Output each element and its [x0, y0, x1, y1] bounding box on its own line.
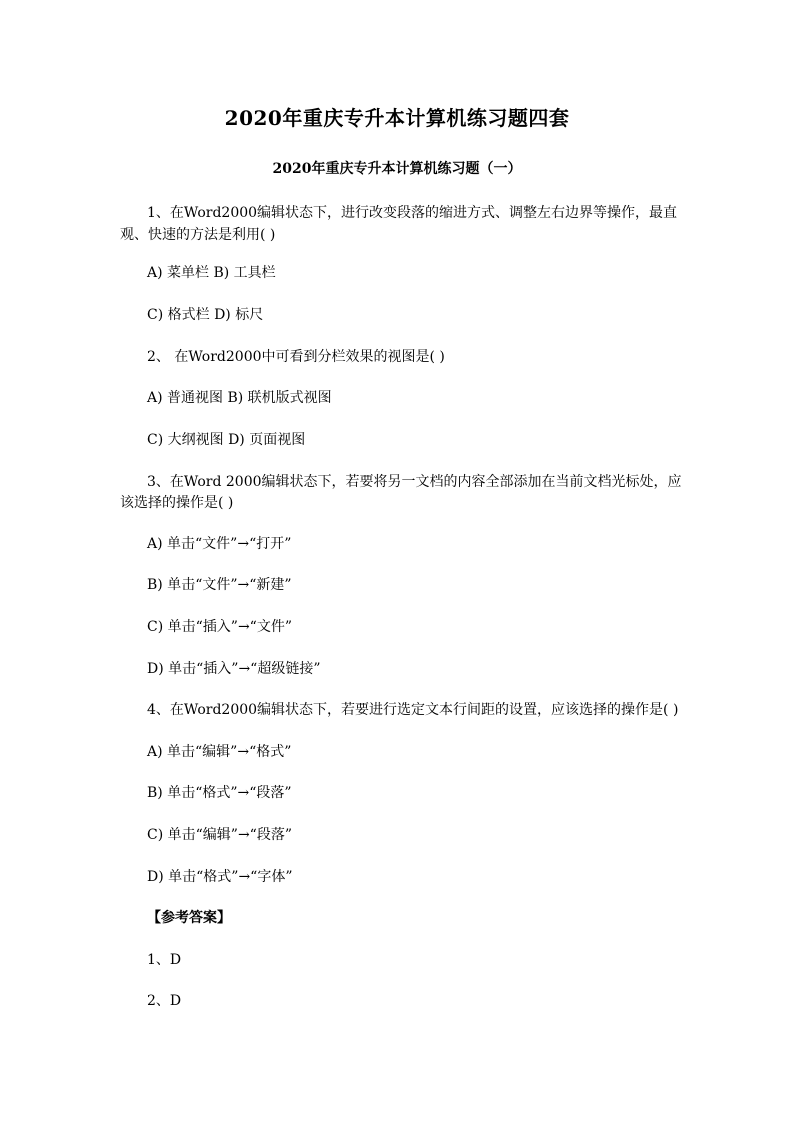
answer-item: 2、D: [147, 993, 182, 1009]
question-4-option-a: A) 单击“编辑”→“格式”: [147, 744, 292, 760]
question-2-text: 2、 在Word2000中可看到分栏效果的视图是( ): [147, 349, 445, 365]
question-3-option-b: B) 单击“文件”→“新建”: [147, 577, 292, 593]
answers-heading: 【参考答案】: [147, 910, 231, 926]
question-3-option-a: A) 单击“文件”→“打开”: [147, 536, 292, 552]
answer-item: 1、D: [147, 952, 182, 968]
question-4-option-b: B) 单击“格式”→“段落”: [147, 785, 292, 801]
question-1-options-cd: C) 格式栏 D) 标尺: [147, 307, 264, 323]
document-title: 2020年重庆专升本计算机练习题四套: [224, 106, 570, 130]
question-3-text-line-1: 3、在Word 2000编辑状态下，若要将另一文档的内容全部添加在当前文档光标处，应: [147, 474, 682, 490]
question-1-options-ab: A) 菜单栏 B) 工具栏: [147, 265, 276, 281]
question-1-text-line-1: 1、在Word2000编辑状态下，进行改变段落的缩进方式、调整左右边界等操作，最直: [147, 205, 678, 221]
question-3-option-d: D) 单击“插入”→“超级链接”: [147, 661, 321, 677]
question-4-option-c: C) 单击“编辑”→“段落”: [147, 827, 292, 843]
question-3-text-line-2: 该选择的操作是( ): [120, 495, 234, 511]
question-1-text-line-2: 观、快速的方法是利用( ): [120, 227, 276, 243]
question-4-text: 4、在Word2000编辑状态下，若要进行选定文本行间距的设置，应该选择的操作是( ): [147, 702, 679, 718]
question-2-options-cd: C) 大纲视图 D) 页面视图: [147, 432, 306, 448]
question-2-options-ab: A) 普通视图 B) 联机版式视图: [147, 390, 332, 406]
question-4-option-d: D) 单击“格式”→“字体”: [147, 869, 293, 885]
section-title: 2020年重庆专升本计算机练习题（一）: [272, 161, 522, 177]
question-3-option-c: C) 单击“插入”→“文件”: [147, 619, 292, 635]
